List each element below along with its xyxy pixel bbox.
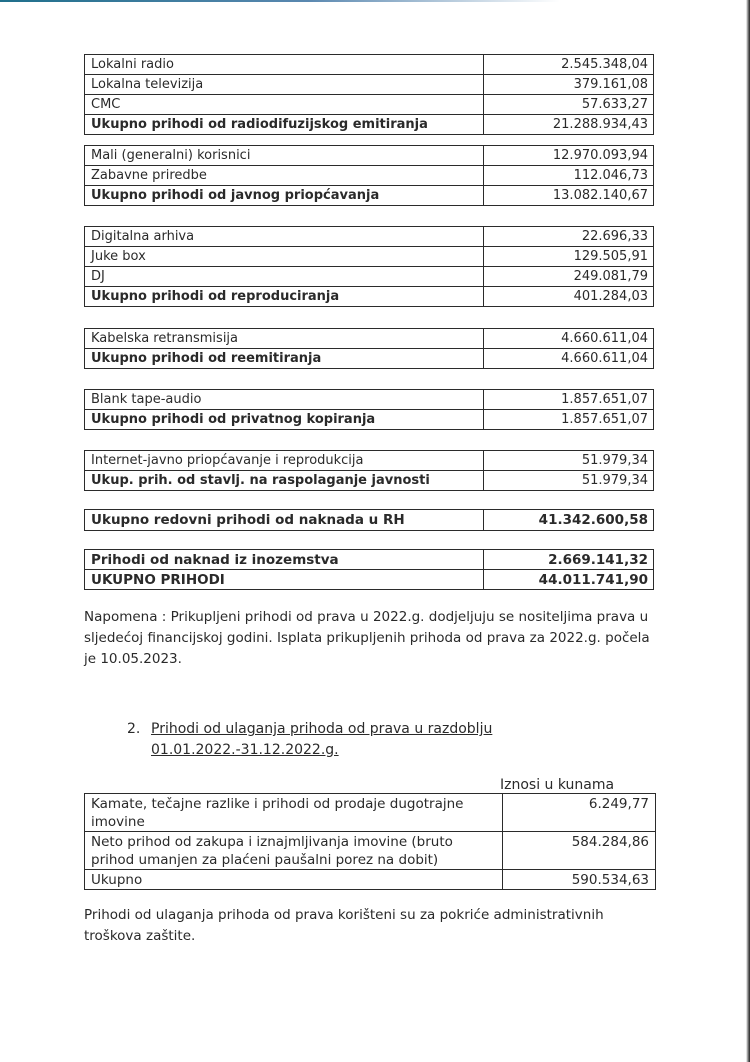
total-label: Ukupno prihodi od reproduciranja	[85, 287, 484, 307]
reproduction-table	[84, 226, 654, 307]
total-label: Ukupno prihodi od privatnog kopiranja	[85, 410, 484, 430]
total-label: Ukupno prihodi od javnog priopćavanja	[85, 186, 484, 206]
investment-income-table	[84, 793, 656, 890]
closing-paragraph: Prihodi od ulaganja prihoda od prava korišteni su za pokriće administrativnih troškova zaštite.	[84, 907, 604, 944]
section-title: Prihodi od ulaganja prihoda od prava u razdoblju 01.01.2022.-31.12.2022.g.	[151, 721, 493, 758]
total-label: Ukupno redovni prihodi od naknada u RH	[85, 510, 484, 531]
row-amount: 4.660.611,04	[484, 329, 654, 349]
total-label: Ukupno prihodi od radiodifuzijskog emitiranja	[85, 115, 484, 135]
row-label: Kamate, tečajne razlike i prihodi od prodaje dugotrajne imovine	[85, 794, 503, 832]
foreign-income-row	[85, 550, 654, 570]
row-amount: 57.633,27	[484, 95, 654, 115]
grand-total-row	[85, 570, 654, 590]
regular-income-total-table	[84, 509, 654, 531]
table-row	[85, 451, 654, 471]
total-amount: 4.660.611,04	[484, 349, 654, 369]
row-amount: 112.046,73	[484, 166, 654, 186]
currency-note: Iznosi u kunama	[500, 777, 615, 793]
note-paragraph: Napomena : Prikupljeni prihodi od prava u 2022.g. dodjeljuju se nositeljima prava u sljedećoj financijskoj godini. Isplata prikupljenih prihoda od prava za 2022.g. počela je 10.05.2023.	[84, 609, 650, 667]
section-number: 2.	[127, 721, 141, 737]
table-row	[85, 247, 654, 267]
internet-availability-table	[84, 450, 654, 491]
row-label: Internet-javno priopćavanje i reprodukcija	[85, 451, 484, 471]
foreign-income-amount: 2.669.141,32	[484, 550, 654, 570]
row-amount: 249.081,79	[484, 267, 654, 287]
total-label: Ukup. prih. od stavlj. na raspolaganje javnosti	[85, 471, 484, 491]
row-label: DJ	[85, 267, 484, 287]
grand-total-label: UKUPNO PRIHODI	[85, 570, 484, 590]
row-amount: 22.696,33	[484, 227, 654, 247]
total-row	[85, 186, 654, 206]
total-amount: 51.979,34	[484, 471, 654, 491]
total-row	[85, 410, 654, 430]
total-label: Ukupno	[85, 870, 503, 890]
total-amount: 41.342.600,58	[484, 510, 654, 531]
table-row	[85, 166, 654, 186]
total-row	[85, 510, 654, 531]
table-row	[85, 227, 654, 247]
table-row	[85, 832, 656, 870]
total-row	[85, 870, 656, 890]
total-label: Ukupno prihodi od reemitiranja	[85, 349, 484, 369]
row-amount: 51.979,34	[484, 451, 654, 471]
table-row	[85, 95, 654, 115]
row-label: Zabavne priredbe	[85, 166, 484, 186]
row-label: Lokalna televizija	[85, 75, 484, 95]
table-row	[85, 267, 654, 287]
table-row	[85, 146, 654, 166]
row-amount: 6.249,77	[503, 794, 656, 832]
radio-income-table	[84, 54, 654, 135]
total-amount: 21.288.934,43	[484, 115, 654, 135]
table-row	[85, 55, 654, 75]
row-label: Lokalni radio	[85, 55, 484, 75]
total-amount: 590.534,63	[503, 870, 656, 890]
private-copying-table	[84, 389, 654, 430]
public-communication-table	[84, 145, 654, 206]
total-row	[85, 287, 654, 307]
total-row	[85, 349, 654, 369]
row-label: Mali (generalni) korisnici	[85, 146, 484, 166]
grand-total-amount: 44.011.741,90	[484, 570, 654, 590]
retransmission-table	[84, 328, 654, 369]
row-amount: 584.284,86	[503, 832, 656, 870]
row-amount: 379.161,08	[484, 75, 654, 95]
table-row	[85, 794, 656, 832]
table-row	[85, 75, 654, 95]
scan-top-edge	[0, 0, 560, 2]
row-label: Blank tape-audio	[85, 390, 484, 410]
row-amount: 12.970.093,94	[484, 146, 654, 166]
total-row	[85, 115, 654, 135]
table-row	[85, 390, 654, 410]
grand-total-table	[84, 549, 654, 590]
row-label: CMC	[85, 95, 484, 115]
row-label: Juke box	[85, 247, 484, 267]
total-amount: 1.857.651,07	[484, 410, 654, 430]
scan-right-edge	[746, 0, 750, 1062]
section-heading	[127, 719, 647, 761]
row-amount: 2.545.348,04	[484, 55, 654, 75]
total-amount: 401.284,03	[484, 287, 654, 307]
total-row	[85, 471, 654, 491]
row-amount: 129.505,91	[484, 247, 654, 267]
row-label: Digitalna arhiva	[85, 227, 484, 247]
row-label: Neto prihod od zakupa i iznajmljivanja imovine (bruto prihod umanjen za plaćeni paušalni porez na dobit)	[85, 832, 503, 870]
row-amount: 1.857.651,07	[484, 390, 654, 410]
foreign-income-label: Prihodi od naknad iz inozemstva	[85, 550, 484, 570]
total-amount: 13.082.140,67	[484, 186, 654, 206]
row-label: Kabelska retransmisija	[85, 329, 484, 349]
table-row	[85, 329, 654, 349]
